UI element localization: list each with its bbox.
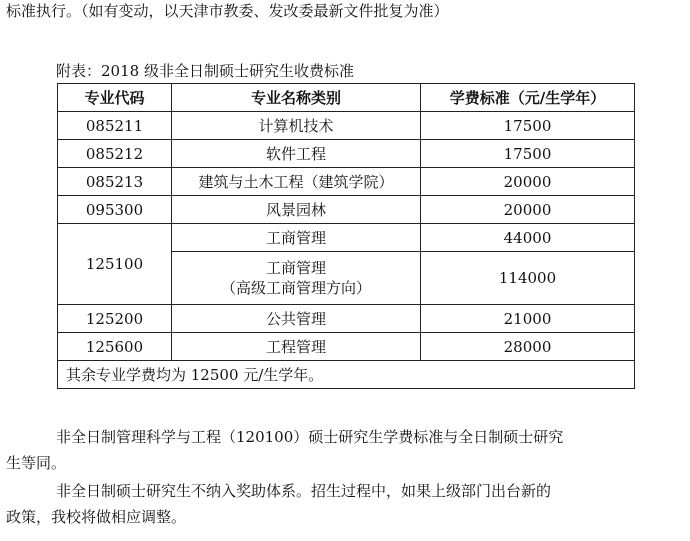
- cell-name: 工程管理: [172, 333, 421, 361]
- cell-name: 公共管理: [172, 305, 421, 333]
- table-row: [58, 333, 635, 361]
- cell-fee: 20000: [421, 168, 635, 196]
- cell-name-line: 工商管理: [265, 259, 326, 277]
- cell-fee: 17500: [421, 112, 635, 140]
- cell-code: 085213: [58, 168, 172, 196]
- cell-code: 125200: [58, 305, 172, 333]
- table-row: [58, 112, 635, 140]
- cell-name: 风景园林: [172, 196, 421, 224]
- cell-name: 软件工程: [172, 140, 421, 168]
- cell-code: 085211: [58, 112, 172, 140]
- header-name: 专业名称类别: [172, 84, 421, 112]
- table-row: [58, 140, 635, 168]
- cell-name: 计算机技术: [172, 112, 421, 140]
- cell-fee: 28000: [421, 333, 635, 361]
- cell-name: [172, 252, 421, 305]
- cell-fee: 114000: [421, 252, 635, 305]
- cell-fee: 17500: [421, 140, 635, 168]
- table-header-row: [58, 84, 635, 112]
- paragraph-line: 非全日制硕士研究生不纳入奖助体系。招生过程中，如果上级部门出台新的: [56, 482, 552, 500]
- table-note: 其余专业学费均为 12500 元/生学年。: [58, 361, 635, 389]
- paragraph-line: 政策，我校将做相应调整。: [6, 508, 187, 526]
- table-row: [58, 168, 635, 196]
- cell-name: 工商管理: [172, 224, 421, 252]
- cell-fee: 20000: [421, 196, 635, 224]
- intro-text-line: 标准执行。（如有变动，以天津市教委、发改委最新文件批复为准）: [6, 2, 449, 20]
- cell-fee: 21000: [421, 305, 635, 333]
- cell-code: 125600: [58, 333, 172, 361]
- header-code: 专业代码: [58, 84, 172, 112]
- cell-code: 095300: [58, 196, 172, 224]
- cell-name-line: （高级工商管理方向）: [220, 279, 371, 297]
- cell-name: 建筑与土木工程（建筑学院）: [172, 168, 421, 196]
- table-row: [58, 196, 635, 224]
- cell-code: 085212: [58, 140, 172, 168]
- table-row: [58, 305, 635, 333]
- fee-table: [57, 83, 635, 389]
- table-row: [58, 224, 635, 252]
- paragraph-line: 生等同。: [6, 454, 67, 472]
- table-note-row: [58, 361, 635, 389]
- header-fee: 学费标准（元/生学年）: [421, 84, 635, 112]
- table-caption: 附表：2018 级非全日制硕士研究生收费标准: [56, 62, 354, 80]
- paragraph-line: 非全日制管理科学与工程（120100）硕士研究生学费标准与全日制硕士研究: [56, 428, 564, 446]
- cell-fee: 44000: [421, 224, 635, 252]
- cell-code: 125100: [58, 224, 172, 305]
